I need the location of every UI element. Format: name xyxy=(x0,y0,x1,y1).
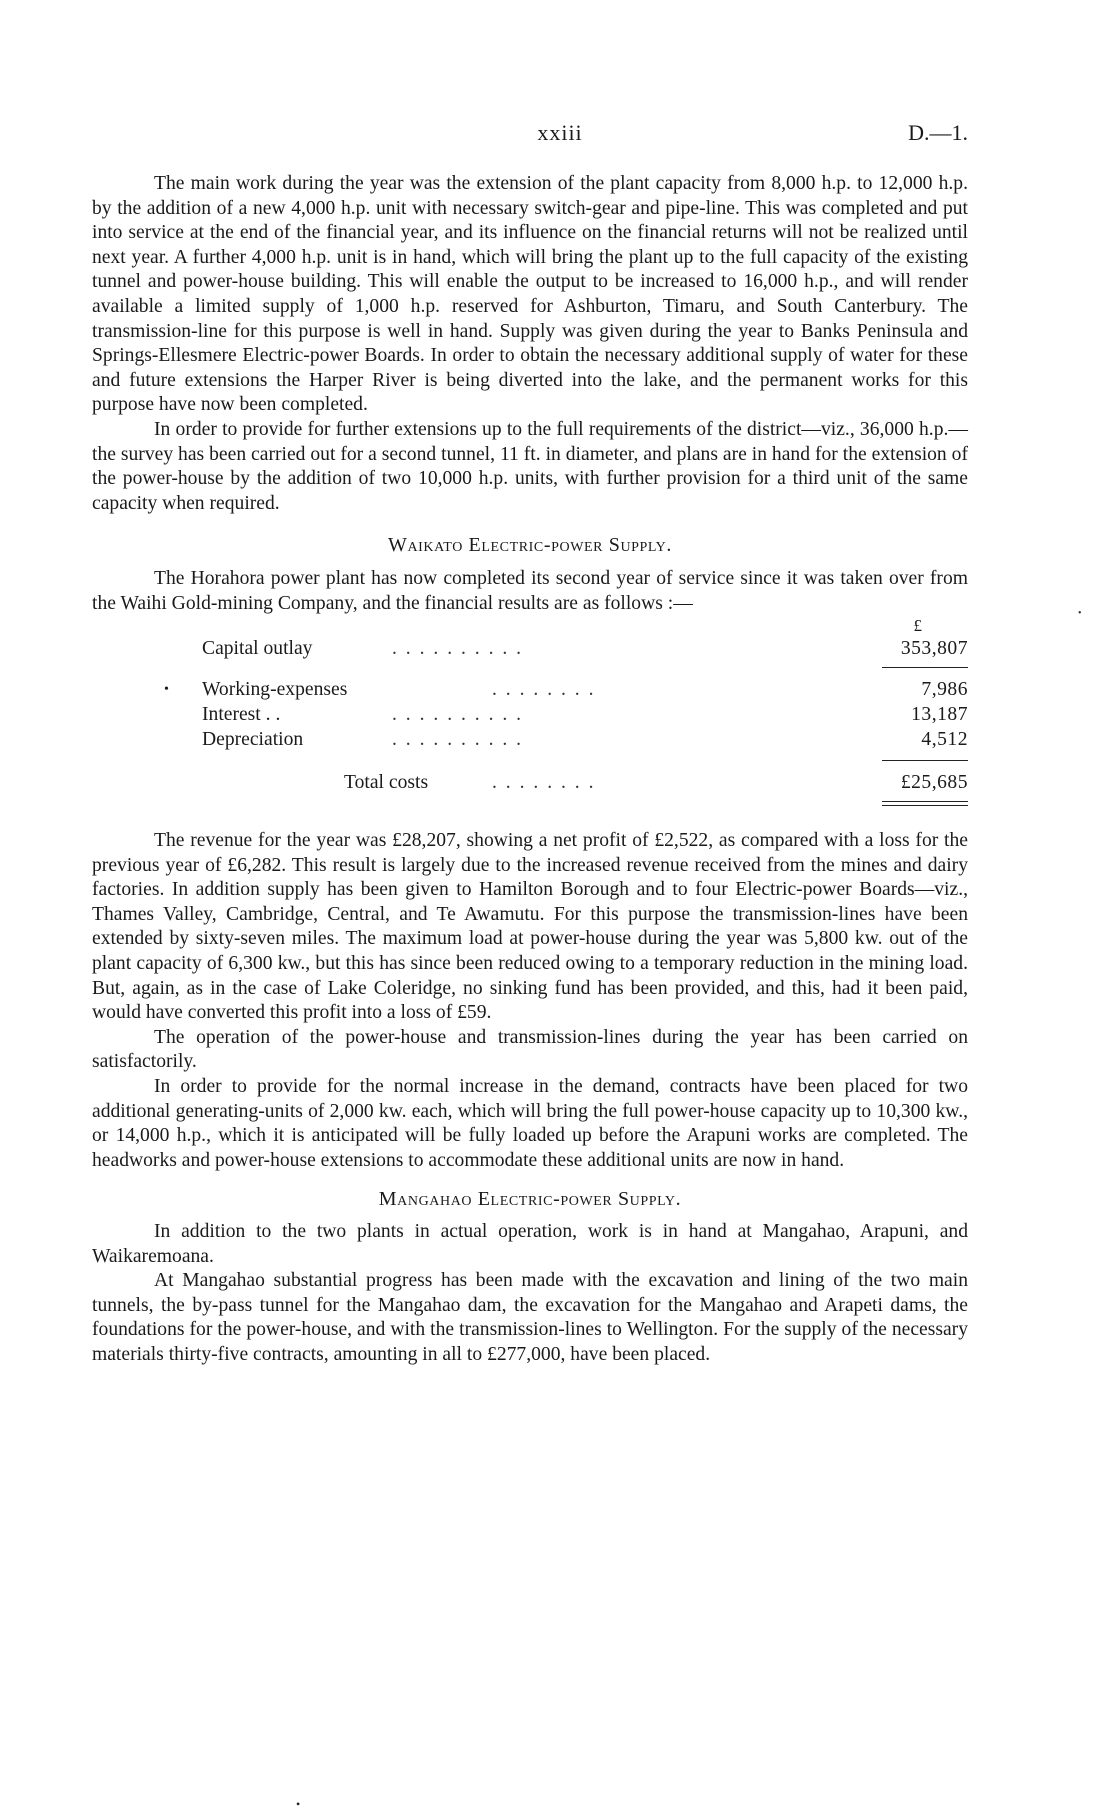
margin-mark: • xyxy=(164,682,169,698)
leader-dots: . . . . . . . . xyxy=(492,772,596,794)
page-number: xxiii xyxy=(537,120,583,145)
row-value: £25,685 xyxy=(900,772,968,794)
paragraph-operation: The operation of the power-house and transmission-lines during the year has been carried on satisfactorily. xyxy=(92,1026,968,1073)
paragraph-plant-extension: The main work during the year was the extension of the plant capacity from 8,000 h.p. to 12,000 h.p. by the addition of a new 4,000 h.p. unit with necessary switch-gear and pipe-line. This was completed and put into service at the end of the financial year, and its influence on the financial returns will not be realized until next year. A further 4,000 h.p. unit is in hand, which will bring the plant up to the full capacity of the existing tunnel and power-house building. This will enable the output to be increased to 16,000 h.p., and will render available a limited supply of 1,000 h.p. reserved for Ashburton, Timaru, and South Canterbury. The transmission-line for this purpose is well in hand. Supply was given during the year to Banks Peninsula and Springs-Ellesmere Electric-power Boards. In order to obtain the necessary additional supply of water for these and future extensions the Harper River is being diverted into the lake, and the permanent works for this purpose have now been completed. xyxy=(92,173,968,416)
row-label: Capital outlay xyxy=(202,638,313,660)
rule-row xyxy=(92,795,968,817)
paragraph-revenue: The revenue for the year was £28,207, showing a net profit of £2,522, as compared with a loss for the previous year of £6,282. This result is largely due to the increased revenue received from the mines and dairy factories. In addition supply has been given to Hamilton Borough and to four Electric-power Boards—viz., Thames Valley, Cambridge, Central, and Te Awamutu. For this purpose the transmission-lines have been extended by sixty-seven miles. The maximum load at power-house during the year was 5,800 kw. out of the plant capacity of 6,300 kw., but this has since been reduced owing to a temporary reduction in the mining load. But, again, as in the case of Lake Coleridge, no sinking fund has been provided, and this, had it been paid, would have converted this profit into a loss of £59. xyxy=(92,830,968,1024)
paragraph-further-extensions: In order to provide for further extensions up to the full requirements of the district—viz., 36,000 h.p.—the survey has been carried out for a second tunnel, 11 ft. in diameter, and plans are in hand for the extension of the power-house by the addition of two 10,000 h.p. units, with further provision for a third unit of the same capacity when required. xyxy=(92,418,968,514)
margin-speck: • xyxy=(1078,608,1082,619)
currency-symbol: £ xyxy=(913,616,923,636)
paragraph-contracts: In order to provide for the normal increase in the demand, contracts have been placed for two additional generating-units of 2,000 kw. each, which will bring the full power-house capacity up to 10,300 kw., or 14,000 h.p., which it is anticipated will be fully loaded up before the Arapuni works are completed. The headworks and power-house extensions to accommodate these additional units are now in hand. xyxy=(92,1076,968,1171)
paragraph-work-in-hand: In addition to the two plants in actual operation, work is in hand at Mangahao, Arapuni, and Waikaremoana. xyxy=(92,1221,968,1267)
row-label: Working-expenses xyxy=(202,679,348,701)
paragraph-mangahao-progress: At Mangahao substantial progress has been made with the excavation and lining of the two main tunnels, the by-pass tunnel for the Mangahao dam, the excavation for the Mangahao and Arapeti dams, the foundations for the power-house, and with the transmission-lines to Wellington. For the supply of the necessary materials thirty-five contracts, amounting in all to £277,000, have been placed. xyxy=(92,1270,968,1365)
row-value: 353,807 xyxy=(900,638,968,660)
financial-results-table xyxy=(92,616,968,817)
spacer xyxy=(92,817,968,829)
double-rule xyxy=(882,801,968,806)
leader-dots: . . . . . . . . . . xyxy=(392,704,524,726)
leader-dots: . . . . . . . . xyxy=(492,679,596,701)
row-value: 13,187 xyxy=(911,704,968,726)
table-row-capital xyxy=(92,636,968,661)
rule-row xyxy=(92,752,968,770)
row-value: 7,986 xyxy=(921,679,968,701)
rule-row xyxy=(92,661,968,677)
row-label: Interest . . xyxy=(202,704,281,726)
table-row-depreciation xyxy=(92,727,968,752)
leader-dots: . . . . . . . . . . xyxy=(392,638,524,660)
paragraph-horahora-intro: The Horahora power plant has now completed its second year of service since it was taken over from the Waihi Gold-mining Company, and the financial results are as follows :— xyxy=(92,567,968,614)
table-row-interest xyxy=(92,702,968,727)
table-row-working-expenses xyxy=(92,677,968,702)
row-label: Total costs xyxy=(344,772,429,794)
single-rule xyxy=(882,667,968,668)
document-code: D.—1. xyxy=(908,120,968,145)
single-rule xyxy=(882,760,968,761)
leader-dots: . . . . . . . . . . xyxy=(392,729,524,751)
heading-mangahao: Mangahao Electric-power Supply. xyxy=(378,1188,682,1211)
body-text xyxy=(92,172,968,1368)
row-label: Depreciation xyxy=(202,729,304,751)
row-value: 4,512 xyxy=(921,729,968,751)
currency-header-row xyxy=(92,616,968,636)
heading-waikato: Waikato Electric-power Supply. xyxy=(387,534,672,557)
margin-speck: • xyxy=(296,1797,301,1811)
table-row-total-costs xyxy=(92,770,968,795)
page-header xyxy=(0,120,1114,150)
